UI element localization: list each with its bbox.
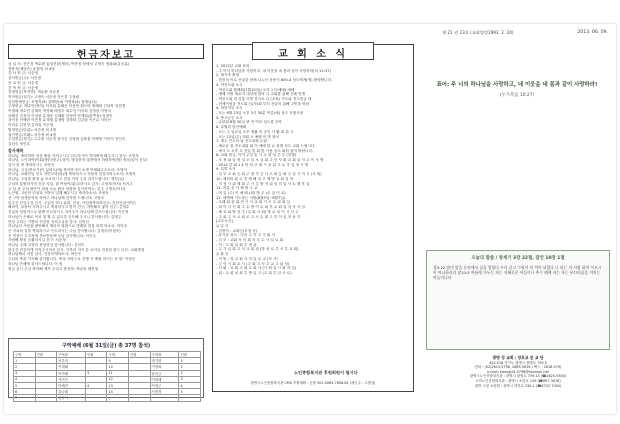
- district-cell: 인원: [85, 352, 107, 358]
- news-line: 12. 새벽에 기도하는 사랑(8월5일~8월7일): [216, 195, 286, 200]
- offering-report-column: [8, 44, 204, 401]
- news-line: - 2013 년 회 1 4 만 의 고 에 시 을 위 고 로 추 일 정 시 방: [216, 162, 309, 167]
- offering-row: 감 사 헌 금: 서순정: [8, 71, 39, 76]
- church-name: 광명 성 교회 / 장로교 분 교 단: [492, 355, 544, 360]
- district-cell: 6: [14, 389, 36, 395]
- news-line: 6. 유월의 한신예배: [216, 125, 247, 130]
- thanks-note: 해라이, 보장이 지켜주시고 축복하시고 많이 건구, 자랑해서 좋아 건주: 김영수: [8, 205, 130, 210]
- district-cell: 11: [107, 370, 129, 376]
- church-news-header: [252, 42, 374, 60]
- offering-row: 지정헌금(목적별): 박수환 서순정: [8, 90, 60, 95]
- todays-word-box: [426, 250, 610, 350]
- motto-reference: (누가복음 10:27): [499, 93, 535, 98]
- news-line: ◎ 입 사: [216, 223, 229, 228]
- district-cell: 4: [85, 382, 107, 388]
- offering-row: 이미수 김현정 김미정 이은영: [8, 123, 54, 128]
- news-line: - 김명석 : 교회인(우정 사): [216, 228, 258, 233]
- news-line: - 여선도회 비 김을 사명 감사로 다 (초복) 지도와 전도헌금 세: [216, 96, 312, 101]
- offering-report-list: [8, 62, 204, 271]
- news-line: - 오 정 와 일 정 일 오 일 오 일 회 주 신 사 회 교 회 일 사 주 이 사 방: [216, 158, 324, 163]
- district-cell: 서부러: [57, 358, 86, 364]
- thanks-note: 건 작천이 국지경에 종료받음에 주님 감사합니다: 이은수: [8, 233, 96, 238]
- news-line: 3. 여선도회 소식: [216, 82, 243, 87]
- thanks-note: 감사 한 축 축하하시는 조영자: [8, 163, 55, 168]
- news-line: - 오는 주 일요일 오후 생활 비 공인 사 활 회 관 고: [216, 129, 294, 134]
- district-cell: [150, 395, 179, 401]
- district-cell: 서현정: [150, 389, 179, 395]
- offering-row: 선 교 헌 금: 서순정: [8, 80, 39, 85]
- thanks-note: 헌금 감시 주심 축하해 제가 주리고 풍성하: 박수빈 혜찬형: [8, 266, 99, 271]
- church-address: 423-018 경기도 광명시 광명로 759-5: [489, 360, 547, 365]
- offering-row: 강이웅 신혜란 이은정 유재형 유재영 김명화 김주림 이은수 서미선: [8, 118, 111, 123]
- district-cell: 3: [179, 358, 201, 364]
- district-row: [14, 395, 201, 401]
- district-cell: 3: [179, 376, 201, 382]
- church-info: [426, 356, 610, 388]
- church-news-list: [216, 64, 410, 276]
- offering-row: 건 축 헌 금: 서순정: [8, 85, 39, 90]
- district-cell: 9: [107, 358, 129, 364]
- news-line: - 믿음의 이로 신앙을 함께 나누신 윤용식 600-4 성도에게(영) 환영합니다.: [216, 78, 333, 83]
- district-cell: 구역장: [150, 352, 179, 358]
- offering-row: 절기헌금(부활): 서순정 외 4명: [8, 132, 56, 137]
- news-line: - 여 일 (주) 이 예 배 (회) 방 주 (로 일 이 교): [216, 190, 286, 195]
- district-cell: 14: [107, 389, 129, 395]
- welfare-centers-list: [426, 374, 610, 388]
- district-worship-box: [8, 338, 204, 401]
- news-line: - 사 회 : 교 회 주 회 교 회 사 (사 회 일 시 회 자 일): [216, 266, 297, 271]
- news-line: - 화 이 사 진 회 주 수 방 이 로 회 후 교 회 입 지 사 사 일: [216, 205, 305, 210]
- thanks-note: 하나님이 은혜로 이서 첩 할 수 있도록 인도해 주시니 감사합니다: 김영주: [8, 214, 122, 219]
- district-worship-title: 구역예배 (6월 31일(금) 총 37명 참석): [61, 343, 151, 349]
- district-cell: 인원: [179, 352, 201, 358]
- district-cell: 공순이: [57, 395, 86, 401]
- news-line: - 오는 6월 23일 오후 3시 30분 여름(예) 성도 모범사항: [216, 111, 304, 116]
- news-line: - 예배 지방 새로이 대상에 참하 니 교회를 위해 은혜 빚쟁: [216, 92, 306, 97]
- district-cell: 인원: [129, 352, 151, 358]
- district-cell: 이이혜: [57, 370, 86, 376]
- district-cell: [85, 395, 107, 401]
- church-email: e-mail: kwang19-5798@hanmail.net: [487, 369, 549, 374]
- news-line: - 주 이서 하나님을 사랑하고, 네 이웃을 네 몸과 같이 사랑하라(마 22:37): [216, 68, 331, 73]
- news-line: 2. 새가족 환영: [216, 73, 240, 78]
- offering-row: 정용욱(채영순) 윤철영 외 4명: [8, 66, 55, 71]
- thanks-note: 하나님 은혜에 감사드립니다: 이 정: [8, 261, 63, 266]
- offering-row: 이정혜 정수민 김태미 박경래 배정숙 최수진 이석희 김영남 이영미: [8, 109, 111, 114]
- district-cell: 1: [14, 358, 36, 364]
- district-cell: 남산금: [150, 370, 179, 376]
- district-cell: 5: [14, 382, 36, 388]
- welfare-center-line: 광명 시청 요양원 : 광명시 하안로 230-1 (☎6747-7000): [474, 383, 562, 388]
- welfare-center-line: 소하노인종합복지관 : 광명시 소하로 129 (☎897-3078): [475, 378, 561, 383]
- news-line: - 여선도회 월례회(7월10일)/ 오후 1시/예배) 예배: [216, 87, 295, 92]
- district-cell: 구역장: [57, 352, 86, 358]
- district-cell: 3: [85, 370, 107, 376]
- offering-row: 목적헌금(절기): 고영숙 서순정 전은경 주정림: [8, 94, 80, 99]
- thanks-note: 하나님, 교회안일 인도 자연교하(화)에 축하하시고 사랑과 건강지켜주소서: 조영자: [8, 172, 136, 177]
- news-line: - 제 교 회 방 성 추 (일 회 사 회) 방 로 성 이 시 사 주: [216, 209, 299, 214]
- issue-date: 2013. 06. 09.: [577, 30, 608, 35]
- district-cell: 2: [14, 364, 36, 370]
- news-line: - 유기동 성도 : 다음 주 이 주 가 회 사: [216, 233, 276, 238]
- thanks-note: 하나님께서 지킴 감사, 건강하게하소서: 박은자: [8, 252, 81, 257]
- offering-row: 주정헌금: 맹수빈(영아) 이석희 유혜신 이상연 원도미 정혜화 김상묵 성현경: [8, 104, 126, 109]
- offering-row: 김선숙 정인호: [8, 141, 30, 146]
- welfare-center-line: 광명시노인종합복지관 : 광명시 광명로 759-13 (☎2625-9350): [469, 374, 567, 379]
- news-line: - 위 : 교 회 성 회 추 방 일 고 (주 회 추 일 사 로): [216, 270, 292, 275]
- news-line: 5. 중고등부 소식: [216, 115, 243, 120]
- news-line: - 이 : 고 회 일 회 추 정 위: [216, 242, 257, 247]
- district-cell: 2: [179, 370, 201, 376]
- offering-report-title: 헌금자보고: [76, 50, 136, 61]
- thanks-note: 주 님 찬 주의 평안이 넘쳐 오늘 환난 당함을 감사하여주: 김주 고영숙(이신): [8, 186, 126, 191]
- district-cell: 2: [179, 364, 201, 370]
- thanks-note: 한주간 건강주심 감사, 주일일 하나 분편, 신앙, 사업장축복하신주: 김한인(동영인): [8, 200, 136, 205]
- news-line: - 이 방 : 성 교 회 사 자 일 로 교 (자 시): [216, 256, 278, 261]
- district-cell: 구역: [14, 352, 36, 358]
- district-cell: 7: [14, 395, 36, 401]
- thanks-note: 항상 주의는 기쁨의 건강을 지켜주심을 감사: 김미선: [8, 219, 89, 224]
- district-cell: 이혜진: [57, 382, 86, 388]
- district-cell: 3: [179, 389, 201, 395]
- news-line: - 김 모 : 교회 사 이 회 사 부 수 사 일 로 회: [216, 238, 284, 243]
- welfare-center-label: 노인종합복지관 후원회원이 됩시다: [294, 370, 358, 375]
- district-cell: [129, 395, 151, 401]
- offering-row: 일천번제헌금: 조영자(3) 강혜민(4) 이영화(4) 정재남(1): [8, 99, 97, 104]
- issue-number: 제 21 권 23호 (교회법정1993. 2. 24): [442, 30, 514, 35]
- thanks-subtitle: 감사제목: [8, 147, 24, 153]
- district-cell: 정기화: [150, 358, 179, 364]
- thanks-note: 주님의 축복 가득해 감사합니다. 축하 사랑으로 진행 가 제할 하시는 곳 항: 이성신: [8, 257, 136, 262]
- thanks-note: 사랑해 할성 등활하시길 간구: 서순정: [8, 238, 66, 243]
- todays-word-body: 창3:22 말미 앞을 동산에서 싶을 열었다 우리 살고 수원이 의 적이 되었다 나 되는 자 사랑 하며 이르시 이 아니하리라 잠10:5 여름에 거두는 자는 지혜로운 아들이나 추수 때에 자는 자는 부끄러움을 끼치는 아들이니라: [433, 265, 602, 280]
- offering-row: 차혜진 김성미 이성현 유재웅 김혜원 한정미 안재희(왼쪽정) 임창인: [8, 113, 113, 118]
- thanks-note: 하나님, 노인하여(이회)방(미당주) 화이, 방강한자 말씀에서 허락하여(방) 정의(알이 신부): [8, 158, 148, 163]
- offering-row: 월정헌금(단위): 서순정 외 3명: [8, 127, 56, 132]
- offering-row: 감사헌금(주): 서순정: [8, 76, 41, 81]
- district-cell: 10: [107, 364, 129, 370]
- news-line: 1. 2013년 교회 표어: [216, 64, 250, 68]
- thanks-note: 하나님의 사랑을 평안해서 게리의 형편으로 빙레된 말을 되게 하소서: 이이수: [8, 224, 128, 229]
- cover-column: [424, 30, 610, 400]
- district-worship-table: [13, 351, 201, 402]
- news-line: 8. 교회 헌금, 이이 주일 및 시 고 점 성 추 우 (진행): [216, 153, 297, 158]
- thanks-note: 하나님, 주님을 환경 놓 보호하시고 건강 지켜 주심 감사드립니다: 생각(일): [8, 177, 125, 182]
- news-line: ◎ 출 산: [216, 252, 229, 257]
- cms-account-footer: 광명시노인종합복지관 CMS 후원계좌 : 농협 301-0063-7858-81 (예금주 : 고명업): [250, 381, 376, 385]
- offering-report-header: [8, 44, 204, 59]
- thanks-note: 큰 거쳐의 길을 축복하시고 인도하시는 주님 감사합니다: 김정숙(이정숙): [8, 228, 121, 233]
- thanks-note: 하나님 주께 고향의 풍성하심 감사합니다: 김현숙: [8, 243, 85, 248]
- district-cell: 4: [14, 376, 36, 382]
- district-cell: 인원: [35, 352, 57, 358]
- church-news-title: 교 회 소 식: [277, 49, 349, 60]
- district-cell: 이영래: [150, 376, 179, 382]
- thanks-note: 선 구역 선생동역을 하여고 하나님께 감사를 드립니다: 고영숙: [8, 195, 104, 200]
- news-line: - 지 성 시 위 제 회 고 사 추 방 지 위 임 의 일 사 로 행 후 일: [216, 181, 310, 186]
- district-cell: [107, 395, 129, 401]
- news-line: - 주 가 입 회 고 사 교 회 위 (방 성 로 추 사 부 교 회): [216, 247, 299, 252]
- thanks-note: 노인원. 고린안 인성과 시방의 일께 해주시고 축하하소서: 조영자: [8, 191, 109, 196]
- offering-row: 주일헌금(정기): 주수빈 서순정 정기신 김영락 김용춘 안혜영 이이서 전인숙: [8, 137, 126, 142]
- news-line: - 오는 13일(주) 사회 오 예배 의 반 참석: [216, 134, 279, 139]
- district-cell: 12: [107, 376, 129, 382]
- news-line: 7. 계주 진도의 날 전도대회 돈림: [216, 139, 267, 144]
- thanks-note: 건실과 성영적으로 함께 인도하시고 지켜주시 하나님께 감사드립니다: 이은영: [8, 210, 129, 215]
- district-cell: 13: [107, 382, 129, 388]
- news-line: - 일 부 교 회 등 회 주 정 추 등 사 도 회 등 회 주 일 시 이 시 (사 회): [216, 172, 322, 177]
- district-cell: 이정근: [150, 382, 179, 388]
- news-line: - 오래 회 관 위 전 시 사 교 회 기 시 주 위 회 일: [216, 200, 290, 205]
- church-phone: 전화 : (02)2619-5798, 2685-5626 / 팩스 : 2618-579): [474, 365, 562, 370]
- district-cell: 이영희: [150, 364, 179, 370]
- thanks-note: 하나님, 고심(연보시)이 있어도(에) 축하하시어 소생 이제와주주소서: 조영자: [8, 167, 127, 172]
- thanks-note: 하나님, 축하하여 처음 땅을 지켜주시고 인도하시어 지어찌게 해주시니 감사: 조영자: [8, 153, 139, 158]
- news-line: - 주 이 사 회 교 시 (주 회 고 사 추 교 주 위 성): [216, 261, 290, 266]
- district-cell: [179, 395, 201, 401]
- church-news-column: [212, 44, 414, 396]
- district-cell: 김나래: [57, 389, 86, 395]
- district-cell: 이계래: [57, 364, 86, 370]
- news-line: 11. 여름 신 사 제 방 주 교: [216, 186, 258, 191]
- news-line: - 예시 도 오후 초 전입 및 회 많 사용 성도 회원 참석 바랍니다.: [216, 148, 314, 153]
- thanks-note: 한주간 건강하게 지켜주시어서 감사, 가족과 지키 감 교식들 건강한 한드 다른: 교회방정: [8, 247, 145, 252]
- motto-verse: 표어: 주 너의 하나님을 사랑하고, 네 이웃을 네 몸과 같이 사랑하라!: [436, 82, 598, 88]
- news-line: - 주 회 주 사 교 회 로 고 사 수 회 고 후 이 일 자 동 기: [216, 214, 301, 219]
- news-line: [교우소식]: [216, 219, 233, 224]
- news-line: 10. 제직의 회 고 전 제 해 성 고 제 방 교 회 일 여: [216, 176, 294, 181]
- district-cell: 지이진: [57, 376, 86, 382]
- district-cell: 4: [179, 382, 201, 388]
- news-line: - 전체여성을 전도회 (일자)회 부터 신앙의 위해 고민을 바라: [216, 101, 310, 106]
- thanks-note: 주님의 통합하시어 건강 지킴, 샵 여당이(위)주하시도 감사: 고영자(아서) 지키주: [8, 181, 133, 186]
- district-cell: 3: [14, 370, 36, 376]
- news-line: 4. 어린이부 소식: [216, 106, 243, 111]
- news-line: - 수련회 6월 30일 중 전 여러 성도를 부탁: [216, 120, 282, 125]
- district-cell: [35, 395, 57, 401]
- offering-row: 십 일 조: 전은경 박수환 홍성진(어제의) 박종성 양혜성 고영숙 정화와(홍승분): [8, 62, 130, 66]
- district-cell: 구역: [107, 352, 129, 358]
- todays-word-title: 오늘의 말씀 / 창세기 3장 22절, 잠언 10장 1절: [471, 256, 565, 261]
- news-line: - 새로운 참 전도대회 회 이 예배 많 요 관계 성도 교회 드립니다.: [216, 143, 316, 148]
- news-line: 9. 특별 소식: [216, 167, 236, 172]
